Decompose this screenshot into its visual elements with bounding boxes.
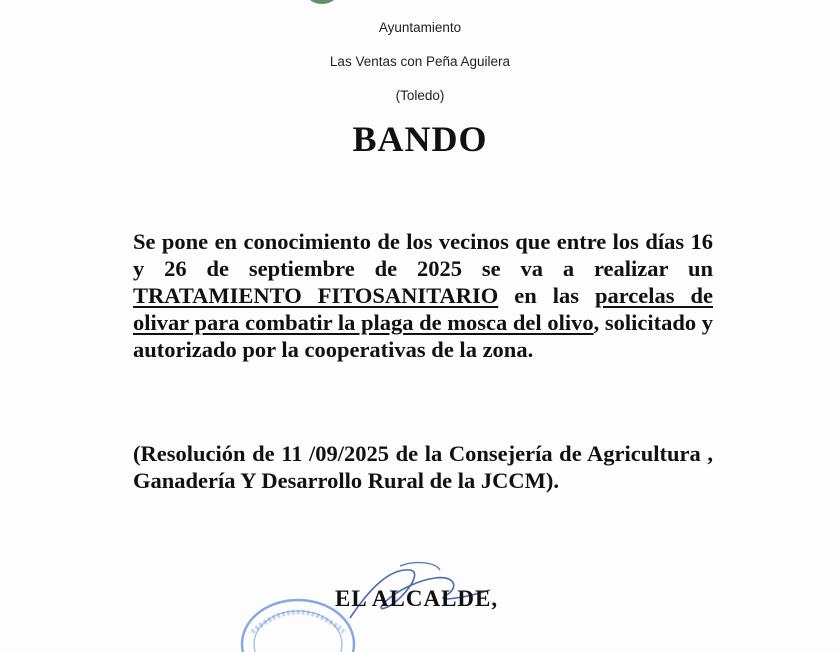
announcement-text-part3: , solicitado y autorizado por la cooperativas de la zona. (133, 310, 713, 362)
treatment-highlight: TRATAMIENTO FITOSANITARIO (133, 283, 499, 308)
header-province: (Toledo) (395, 88, 445, 103)
olive-plots-highlight: parcelas de olivar para combatir la plaga de mosca del olivo (133, 283, 713, 335)
municipal-crest-icon (300, 0, 540, 10)
mayor-signoff: EL ALCALDE, (335, 586, 499, 611)
header-municipality: Las Ventas con Peña Aguilera (329, 54, 511, 69)
announcement-text-part2: en las (498, 283, 595, 308)
header-ayuntamiento: Ayuntamiento (378, 20, 462, 35)
announcement-text-part1: Se pone en conocimiento de los vecinos que entre los días 16 y 26 de septiembre de 2025 se va a realizar un (133, 229, 713, 281)
page-title: BANDO (352, 119, 488, 159)
resolution-paragraph: (Resolución de 11 /09/2025 de la Consejería de Agricultura , Ganadería Y Desarrollo Rural de la JCCM). (133, 441, 713, 493)
announcement-paragraph (133, 228, 713, 363)
